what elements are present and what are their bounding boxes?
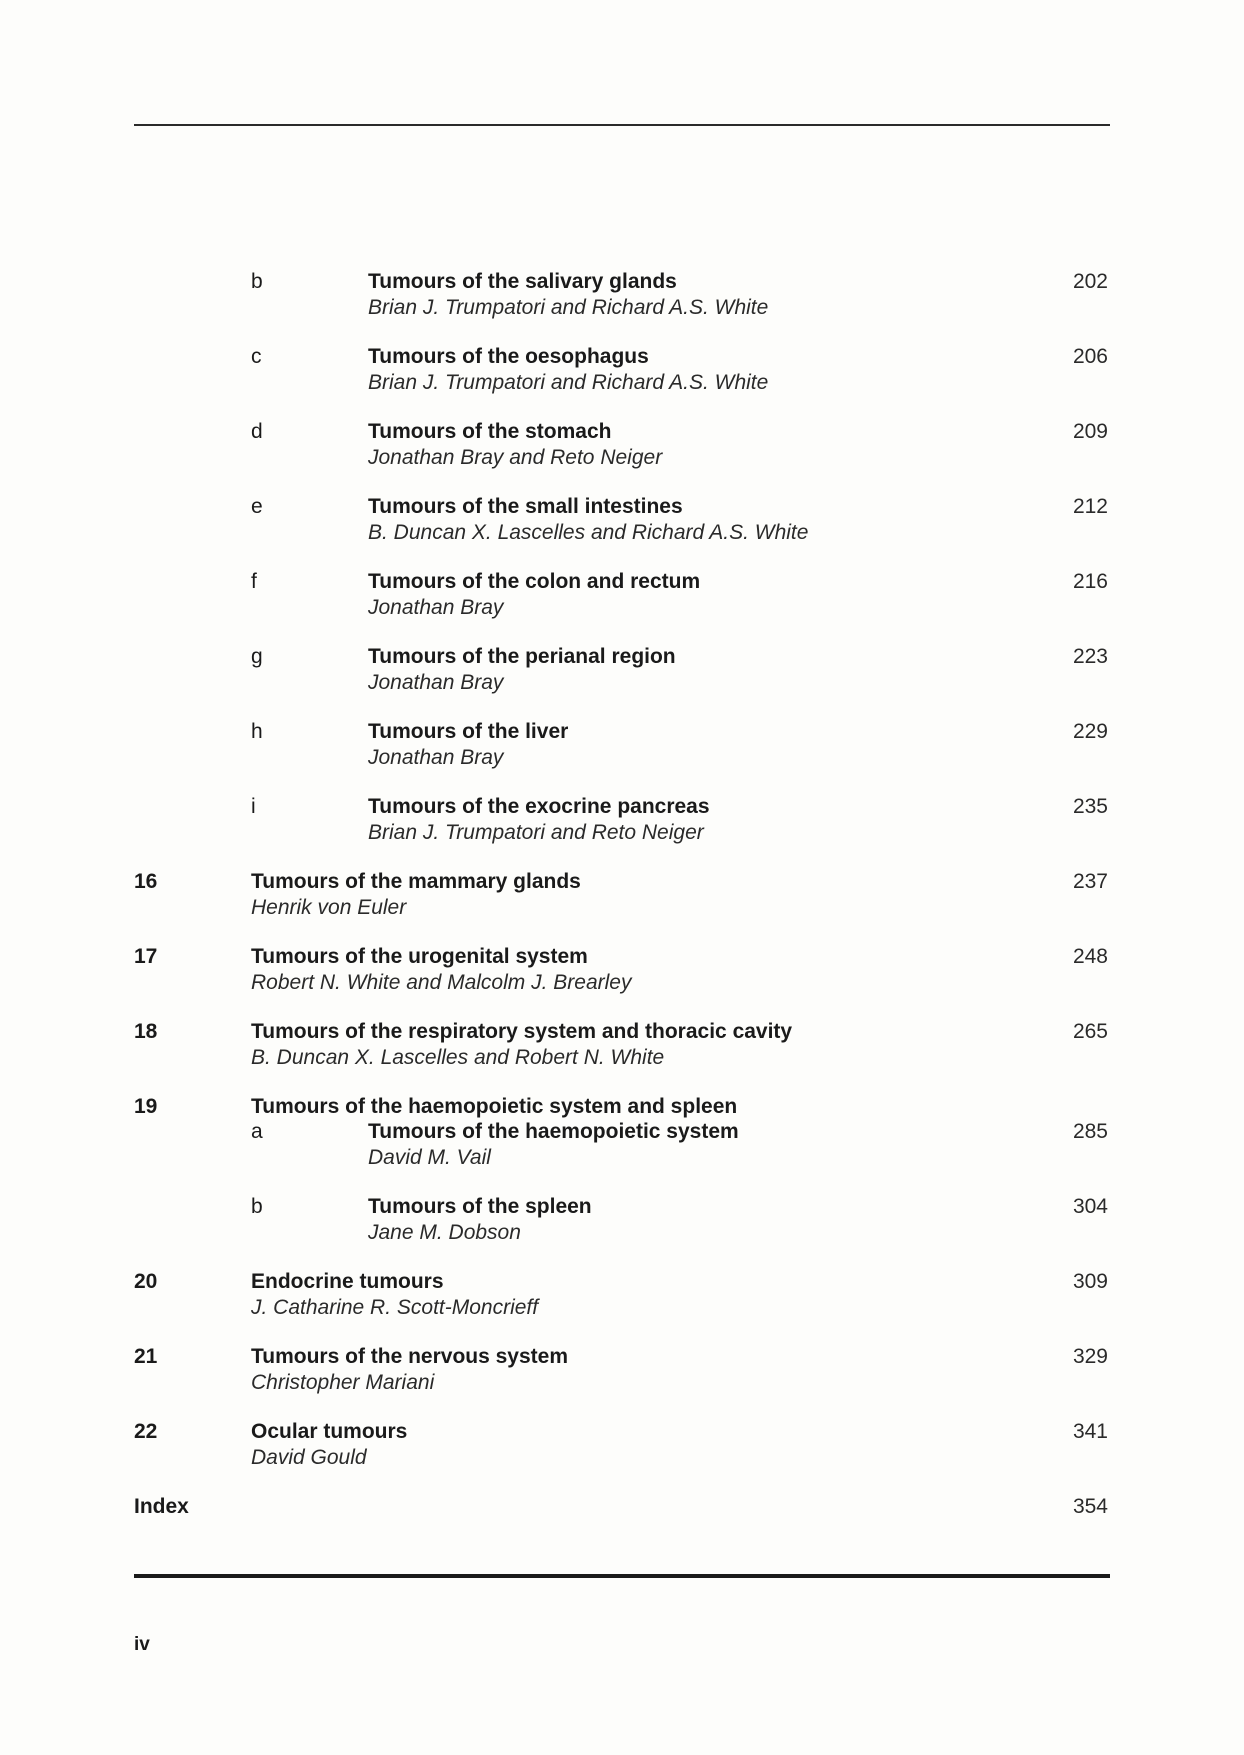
page-number: 341 <box>1072 1420 1108 1443</box>
section-letter: c <box>251 345 262 368</box>
entry-title: Endocrine tumours <box>251 1270 444 1293</box>
toc-entry-chapter-21[interactable] <box>0 1345 1244 1405</box>
toc-entry-stomach[interactable] <box>0 420 1244 480</box>
toc-entry-haemopoietic-system[interactable] <box>0 1120 1244 1180</box>
page-number: 329 <box>1072 1345 1108 1368</box>
toc-entry-exocrine-pancreas[interactable] <box>0 795 1244 855</box>
toc-entry-colon-rectum[interactable] <box>0 570 1244 630</box>
entry-title: Tumours of the haemopoietic system <box>368 1120 739 1143</box>
page-number: 304 <box>1072 1195 1108 1218</box>
entry-title: Tumours of the nervous system <box>251 1345 569 1368</box>
page-number: 237 <box>1072 870 1108 893</box>
chapter-number: 18 <box>134 1020 158 1043</box>
entry-author: Robert N. White and Malcolm J. Brearley <box>251 971 632 994</box>
entry-title: Tumours of the colon and rectum <box>368 570 701 593</box>
section-letter: b <box>251 1195 263 1218</box>
toc-entry-index[interactable] <box>0 1495 1244 1521</box>
section-letter: h <box>251 720 263 743</box>
page-number: 223 <box>1072 645 1108 668</box>
page-number: 216 <box>1072 570 1108 593</box>
entry-title: Tumours of the spleen <box>368 1195 592 1218</box>
entry-title: Tumours of the salivary glands <box>368 270 677 293</box>
entry-title: Tumours of the perianal region <box>368 645 676 668</box>
entry-author: David Gould <box>251 1446 367 1469</box>
page-number: 206 <box>1072 345 1108 368</box>
section-letter: b <box>251 270 263 293</box>
entry-author: Jane M. Dobson <box>368 1221 521 1244</box>
section-letter: f <box>251 570 257 593</box>
toc-entry-chapter-20[interactable] <box>0 1270 1244 1330</box>
toc-entry-chapter-16[interactable] <box>0 870 1244 930</box>
entry-author: Brian J. Trumpatori and Richard A.S. White <box>368 296 769 319</box>
entry-title: Tumours of the haemopoietic system and spleen <box>251 1095 738 1118</box>
toc-entry-perianal-region[interactable] <box>0 645 1244 705</box>
entry-title: Tumours of the exocrine pancreas <box>368 795 710 818</box>
toc-entry-small-intestines[interactable] <box>0 495 1244 555</box>
entry-title: Ocular tumours <box>251 1420 408 1443</box>
entry-author: David M. Vail <box>368 1146 491 1169</box>
toc-entry-chapter-17[interactable] <box>0 945 1244 1005</box>
section-letter: e <box>251 495 263 518</box>
entry-author: Brian J. Trumpatori and Reto Neiger <box>368 821 704 844</box>
toc-entry-chapter-22[interactable] <box>0 1420 1244 1480</box>
chapter-number: 17 <box>134 945 158 968</box>
entry-author: B. Duncan X. Lascelles and Richard A.S. White <box>368 521 809 544</box>
toc-entry-liver[interactable] <box>0 720 1244 780</box>
toc-entry-oesophagus[interactable] <box>0 345 1244 405</box>
page-number: 265 <box>1072 1020 1108 1043</box>
page-number: 235 <box>1072 795 1108 818</box>
entry-title: Tumours of the stomach <box>368 420 612 443</box>
page-number: 202 <box>1072 270 1108 293</box>
chapter-number: 16 <box>134 870 158 893</box>
toc-entry-spleen[interactable] <box>0 1195 1244 1255</box>
entry-title: Tumours of the mammary glands <box>251 870 581 893</box>
section-letter: i <box>251 795 256 818</box>
entry-author: Christopher Mariani <box>251 1371 435 1394</box>
entry-author: Jonathan Bray <box>368 596 504 619</box>
index-label: Index <box>134 1495 189 1518</box>
toc-entry-salivary-glands[interactable] <box>0 270 1244 330</box>
entry-title: Tumours of the urogenital system <box>251 945 588 968</box>
page-number: 354 <box>1072 1495 1108 1518</box>
bottom-rule <box>134 1574 1110 1578</box>
top-rule <box>134 124 1110 126</box>
entry-title: Tumours of the liver <box>368 720 569 743</box>
toc-entry-chapter-18[interactable] <box>0 1020 1244 1080</box>
chapter-number: 22 <box>134 1420 158 1443</box>
page-number: 285 <box>1072 1120 1108 1143</box>
entry-author: Henrik von Euler <box>251 896 407 919</box>
page-folio: iv <box>134 1634 150 1655</box>
section-letter: d <box>251 420 263 443</box>
entry-author: Jonathan Bray and Reto Neiger <box>368 446 663 469</box>
entry-author: J. Catharine R. Scott-Moncrieff <box>251 1296 539 1319</box>
entry-title: Tumours of the oesophagus <box>368 345 649 368</box>
entry-author: Jonathan Bray <box>368 746 504 769</box>
chapter-number: 21 <box>134 1345 158 1368</box>
section-letter: g <box>251 645 263 668</box>
toc-entry-chapter-19[interactable] <box>0 1095 1244 1121</box>
entry-title: Tumours of the respiratory system and thoracic cavity <box>251 1020 793 1043</box>
section-letter: a <box>251 1120 263 1143</box>
chapter-number: 20 <box>134 1270 158 1293</box>
chapter-number: 19 <box>134 1095 158 1118</box>
page-number: 212 <box>1072 495 1108 518</box>
entry-author: Brian J. Trumpatori and Richard A.S. White <box>368 371 769 394</box>
page-number: 229 <box>1072 720 1108 743</box>
page-number: 209 <box>1072 420 1108 443</box>
entry-title: Tumours of the small intestines <box>368 495 683 518</box>
entry-author: B. Duncan X. Lascelles and Robert N. White <box>251 1046 665 1069</box>
page-number: 248 <box>1072 945 1108 968</box>
page-number: 309 <box>1072 1270 1108 1293</box>
entry-author: Jonathan Bray <box>368 671 504 694</box>
